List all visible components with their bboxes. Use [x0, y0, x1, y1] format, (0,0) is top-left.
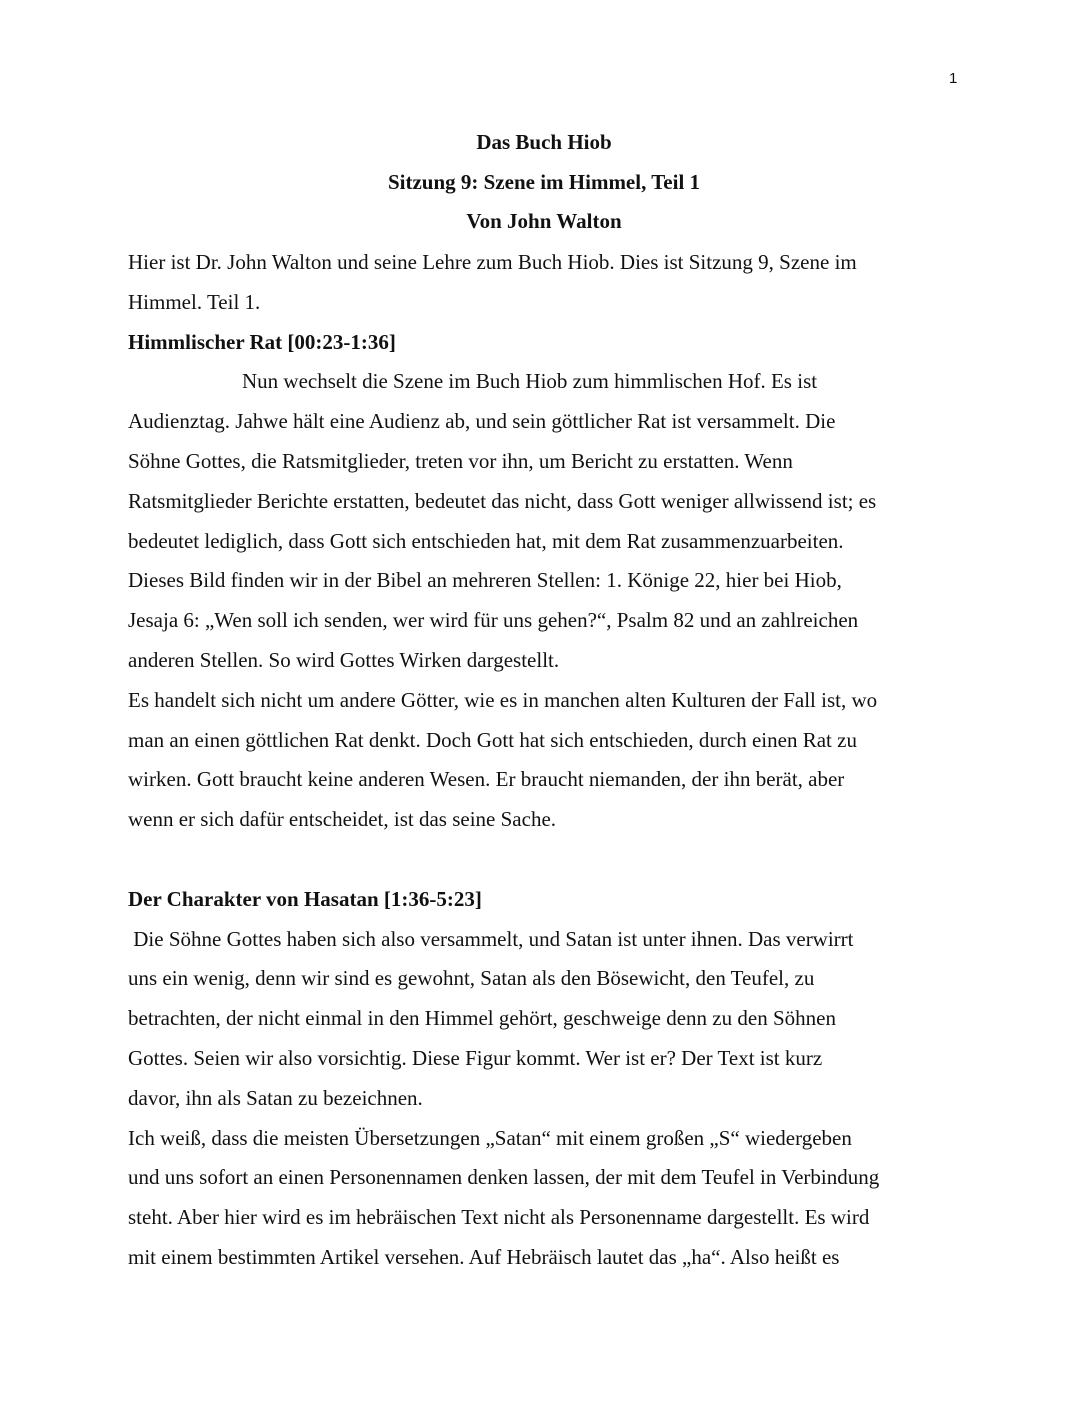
paragraph-line: man an einen göttlichen Rat denkt. Doch Gott hat sich entschieden, durch einen Rat zu	[128, 727, 857, 752]
paragraph-line: wenn er sich dafür entscheidet, ist das seine Sache.	[128, 807, 557, 832]
intro-line: Himmel. Teil 1.	[128, 289, 261, 314]
page-number: 1	[949, 70, 958, 87]
paragraph-line: uns ein wenig, denn wir sind es gewohnt, Satan als den Bösewicht, den Teufel, zu	[128, 966, 815, 991]
paragraph-line: Ich weiß, dass die meisten Übersetzungen „Satan“ mit einem großen „S“ wiedergeben	[128, 1125, 852, 1150]
document-body	[128, 247, 988, 1282]
paragraph-line: wirken. Gott braucht keine anderen Wesen. Er braucht niemanden, der ihn berät, aber	[128, 767, 845, 792]
paragraph-line: anderen Stellen. So wird Gottes Wirken dargestellt.	[128, 647, 560, 672]
paragraph-line: bedeutet lediglich, dass Gott sich entschieden hat, mit dem Rat zusammenzuarbeiten.	[128, 528, 844, 553]
document-author: Von John Walton	[466, 209, 622, 233]
paragraph-line: Ratsmitglieder Berichte erstatten, bedeutet das nicht, dass Gott weniger allwissend ist; es	[128, 488, 877, 513]
section-heading: Himmlischer Rat [00:23-1:36]	[128, 329, 396, 354]
document-subtitle: Sitzung 9: Szene im Himmel, Teil 1	[387, 170, 701, 194]
paragraph-line: steht. Aber hier wird es im hebräischen Text nicht als Personenname dargestellt. Es wird	[128, 1205, 870, 1230]
paragraph-line: und uns sofort an einen Personennamen denken lassen, der mit dem Teufel in Verbindung	[128, 1165, 880, 1190]
paragraph-line: Dieses Bild finden wir in der Bibel an mehreren Stellen: 1. Könige 22, hier bei Hiob,	[128, 568, 842, 593]
paragraph-line: Gottes. Seien wir also vorsichtig. Diese Figur kommt. Wer ist er? Der Text ist kurz	[128, 1045, 823, 1070]
paragraph-line: Nun wechselt die Szene im Buch Hiob zum himmlischen Hof. Es ist	[242, 369, 818, 394]
intro-line: Hier ist Dr. John Walton und seine Lehre zum Buch Hiob. Dies ist Sitzung 9, Szene im	[128, 250, 857, 274]
paragraph-line: mit einem bestimmten Artikel versehen. Auf Hebräisch lautet das „ha“. Also heißt es	[128, 1244, 840, 1269]
blank-line	[128, 844, 988, 884]
paragraph-line: Jesaja 6: „Wen soll ich senden, wer wird für uns gehen?“, Psalm 82 und an zahlreichen	[128, 608, 859, 633]
paragraph-line: Söhne Gottes, die Ratsmitglieder, treten vor ihn, um Bericht zu erstatten. Wenn	[128, 448, 793, 473]
paragraph-line: Audienztag. Jahwe hält eine Audienz ab, und sein göttlicher Rat ist versammelt. Die	[128, 409, 836, 434]
section-heading: Der Charakter von Hasatan [1:36-5:23]	[128, 886, 482, 911]
document-title: Das Buch Hiob	[476, 130, 612, 154]
paragraph-line: betrachten, der nicht einmal in den Himmel gehört, geschweige denn zu den Söhnen	[128, 1006, 836, 1031]
paragraph-line: Die Söhne Gottes haben sich also versammelt, und Satan ist unter ihnen. Das verwirrt	[128, 926, 854, 951]
paragraph-line: Es handelt sich nicht um andere Götter, wie es in manchen alten Kulturen der Fall ist, wo	[128, 687, 878, 712]
paragraph-line: davor, ihn als Satan zu bezeichnen.	[128, 1085, 423, 1110]
